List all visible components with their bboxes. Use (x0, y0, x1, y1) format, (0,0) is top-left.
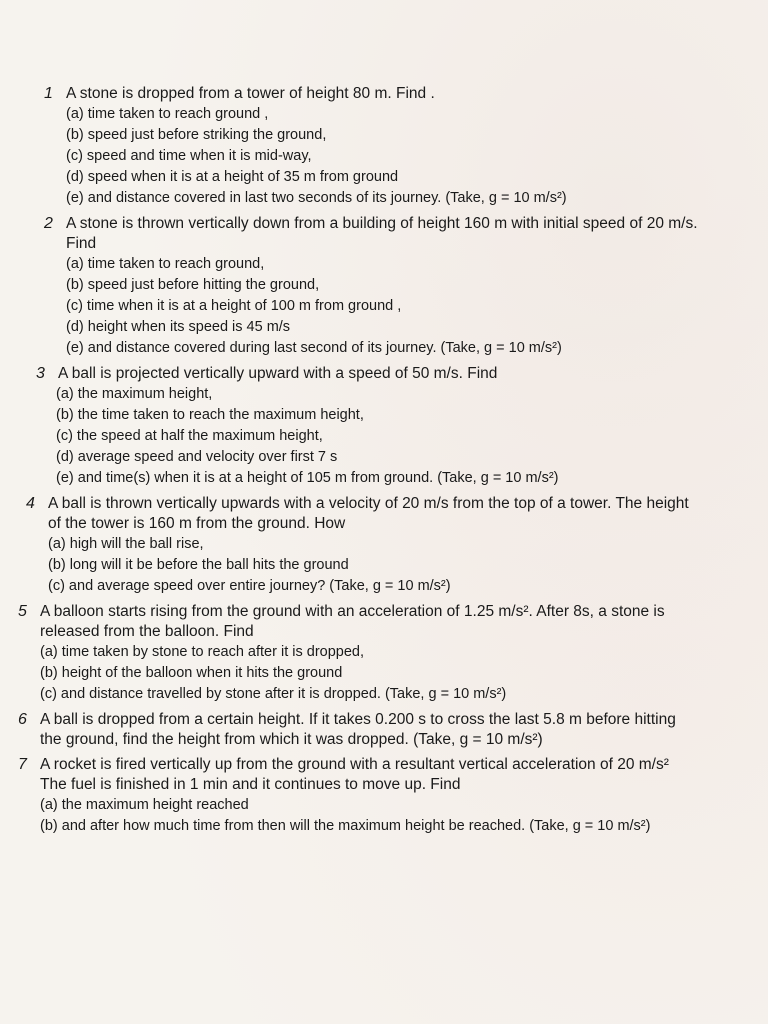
question-number: 2 (44, 215, 53, 232)
question-part: (d) average speed and velocity over first 7 s (56, 449, 338, 465)
question-2 (18, 214, 748, 359)
question-part: (c) time when it is at a height of 100 m from ground , (66, 298, 402, 314)
question-4 (18, 494, 748, 597)
question-part: (a) time taken by stone to reach after it is dropped, (40, 644, 364, 660)
question-number: 5 (18, 603, 27, 620)
question-part: (a) the maximum height reached (40, 797, 249, 813)
question-part: (a) the maximum height, (56, 386, 213, 402)
question-parts (44, 104, 748, 209)
question-text: A stone is dropped from a tower of height 80 m. Find . (66, 85, 435, 102)
question-text: A balloon starts rising from the ground with an acceleration of 1.25 m/s². After 8s, a stone is (40, 603, 665, 620)
question-7 (18, 755, 748, 837)
question-number: 1 (44, 85, 53, 102)
question-part: (a) time taken to reach ground , (66, 106, 269, 122)
question-part: (b) long will it be before the ball hits the ground (48, 557, 349, 573)
question-text: A ball is dropped from a certain height. If it takes 0.200 s to cross the last 5.8 m before hitting (40, 711, 676, 728)
question-number: 7 (18, 756, 27, 773)
question-number: 3 (36, 365, 45, 382)
question-part: (b) the time taken to reach the maximum height, (56, 407, 364, 423)
question-1 (18, 84, 748, 209)
question-text: A stone is thrown vertically down from a building of height 160 m with initial speed of 20 m/s. (66, 215, 698, 232)
question-text-continued: of the tower is 160 m from the ground. How (48, 515, 346, 532)
question-parts (18, 795, 748, 837)
question-part: (c) and distance travelled by stone after it is dropped. (Take, g = 10 m/s²) (40, 686, 507, 702)
question-part: (e) and time(s) when it is at a height of 105 m from ground. (Take, g = 10 m/s²) (56, 470, 559, 486)
question-part: (a) high will the ball rise, (48, 536, 204, 552)
question-text: A rocket is fired vertically up from the ground with a resultant vertical acceleration of 20 m/s² (40, 756, 669, 773)
question-part: (b) speed just before hitting the ground, (66, 277, 320, 293)
question-part: (e) and distance covered during last second of its journey. (Take, g = 10 m/s²) (66, 340, 562, 356)
question-text: A ball is projected vertically upward with a speed of 50 m/s. Find (58, 365, 498, 382)
question-text-continued: The fuel is finished in 1 min and it continues to move up. Find (40, 776, 461, 793)
question-number: 6 (18, 711, 27, 728)
question-parts (18, 642, 748, 705)
question-text-continued: released from the balloon. Find (40, 623, 254, 640)
question-6 (18, 710, 748, 750)
question-part: (c) speed and time when it is mid-way, (66, 148, 312, 164)
question-part: (c) and average speed over entire journey? (Take, g = 10 m/s²) (48, 578, 451, 594)
question-text: A ball is thrown vertically upwards with a velocity of 20 m/s from the top of a tower. The height (48, 495, 689, 512)
question-part: (d) speed when it is at a height of 35 m from ground (66, 169, 399, 185)
question-part: (c) the speed at half the maximum height, (56, 428, 323, 444)
question-parts (44, 254, 748, 359)
question-part: (b) and after how much time from then will the maximum height be reached. (Take, g = 10 m/s²) (40, 818, 651, 834)
question-part: (b) height of the balloon when it hits the ground (40, 665, 343, 681)
question-part: (d) height when its speed is 45 m/s (66, 319, 291, 335)
question-part: (e) and distance covered in last two seconds of its journey. (Take, g = 10 m/s²) (66, 190, 567, 206)
question-parts (36, 384, 748, 489)
question-text-continued: the ground, find the height from which it was dropped. (Take, g = 10 m/s²) (40, 731, 543, 748)
question-number: 4 (26, 495, 35, 512)
question-part: (b) speed just before striking the ground, (66, 127, 327, 143)
question-parts (26, 534, 748, 597)
question-5 (18, 602, 748, 705)
question-text-continued: Find (66, 235, 97, 252)
question-3 (18, 364, 748, 489)
question-part: (a) time taken to reach ground, (66, 256, 265, 272)
